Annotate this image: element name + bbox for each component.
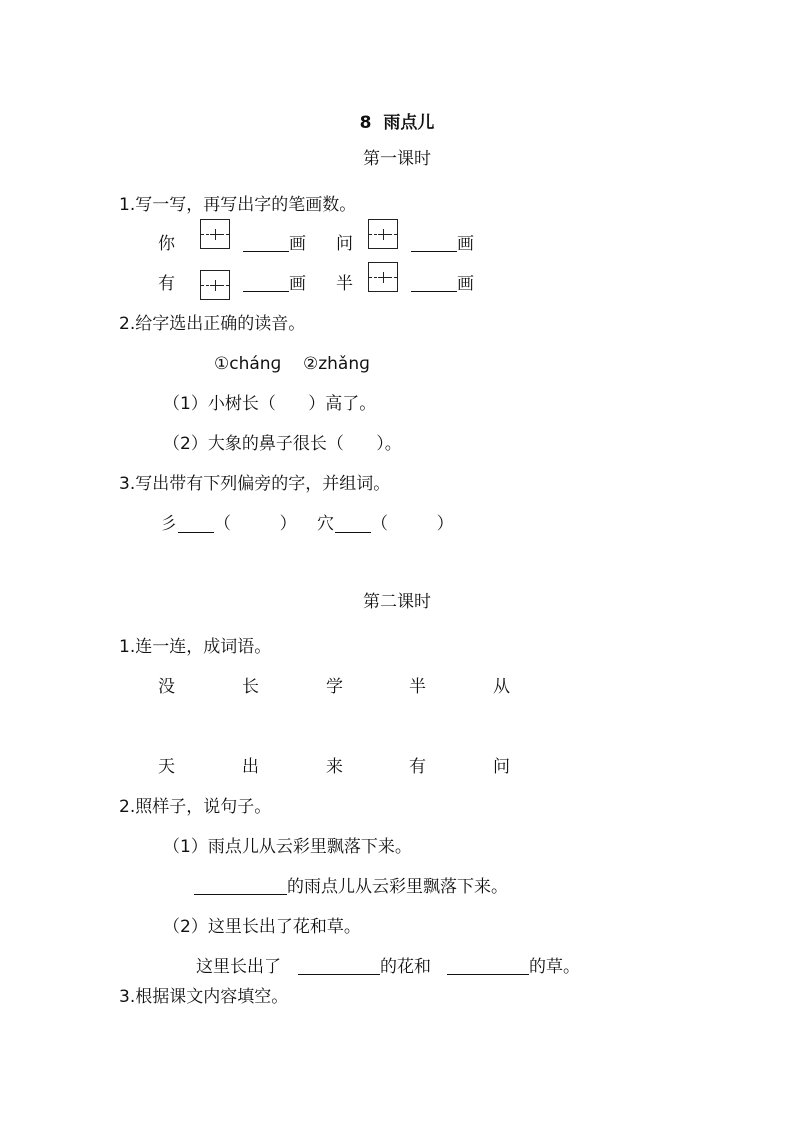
- part1-heading: 第一课时: [363, 149, 431, 169]
- radical-xue: 穴: [317, 514, 334, 534]
- unit-hua: 画: [289, 234, 306, 254]
- example-sentence-2: （2）这里长出了花和草。: [163, 917, 361, 937]
- answer-blank[interactable]: [194, 876, 287, 895]
- writing-grid-box[interactable]: [200, 219, 230, 249]
- part2-heading: 第二课时: [363, 592, 431, 612]
- word-paren: （ ）: [371, 514, 454, 534]
- answer-blank[interactable]: [298, 956, 380, 975]
- q3-prompt: 3.写出带有下列偏旁的字，并组词。: [119, 474, 391, 494]
- stroke-count-blank[interactable]: [411, 273, 457, 292]
- match-bottom-item[interactable]: 问: [493, 757, 510, 777]
- q2-prompt: 2.给字选出正确的读音。: [119, 314, 306, 334]
- match-bottom-item[interactable]: 出: [242, 757, 259, 777]
- unit-hua: 画: [289, 274, 306, 294]
- unit-hua: 画: [457, 234, 474, 254]
- writing-grid-box[interactable]: [200, 270, 230, 300]
- match-top-item[interactable]: 从: [493, 677, 510, 697]
- char-wen: 问: [336, 234, 353, 254]
- answer-sentence-2c: 的草。: [529, 957, 580, 977]
- match-top-item[interactable]: 半: [409, 677, 426, 697]
- stroke-count-blank[interactable]: [243, 233, 289, 252]
- match-bottom-item[interactable]: 来: [326, 757, 343, 777]
- char-ni: 你: [158, 234, 175, 254]
- match-top-item[interactable]: 没: [158, 677, 175, 697]
- radical-char-blank[interactable]: [178, 514, 214, 533]
- answer-sentence-2b: 的花和: [380, 957, 431, 977]
- q2-sentence-1: （1）小树长（ ）高了。: [163, 394, 377, 414]
- radical-char-blank[interactable]: [335, 514, 371, 533]
- char-ban: 半: [336, 274, 353, 294]
- match-top-item[interactable]: 学: [326, 677, 343, 697]
- word-paren: （ ）: [214, 514, 297, 534]
- q1-prompt: 1.写一写，再写出字的笔画数。: [119, 195, 357, 215]
- match-bottom-item[interactable]: 有: [409, 757, 426, 777]
- match-top-item[interactable]: 长: [242, 677, 259, 697]
- answer-sentence-2a: 这里长出了: [196, 957, 281, 977]
- writing-grid-box[interactable]: [368, 219, 398, 249]
- lesson-title: 8 雨点儿: [359, 113, 435, 133]
- p2-q3-prompt: 3.根据课文内容填空。: [119, 987, 289, 1007]
- pinyin-options: ①chánɡ ②zhǎnɡ: [214, 354, 370, 374]
- radical-shan: 彡: [160, 514, 177, 534]
- answer-sentence-1: 的雨点儿从云彩里飘落下来。: [287, 877, 508, 897]
- char-you: 有: [158, 274, 175, 294]
- example-sentence-1: （1）雨点儿从云彩里飘落下来。: [163, 837, 412, 857]
- writing-grid-box[interactable]: [368, 262, 398, 292]
- answer-blank[interactable]: [447, 956, 529, 975]
- p2-q1-prompt: 1.连一连，成词语。: [119, 637, 272, 657]
- stroke-count-blank[interactable]: [243, 273, 289, 292]
- q2-sentence-2: （2）大象的鼻子很长（ ）。: [163, 434, 402, 454]
- stroke-count-blank[interactable]: [411, 233, 457, 252]
- match-bottom-item[interactable]: 天: [158, 757, 175, 777]
- unit-hua: 画: [457, 274, 474, 294]
- p2-q2-prompt: 2.照样子，说句子。: [119, 797, 272, 817]
